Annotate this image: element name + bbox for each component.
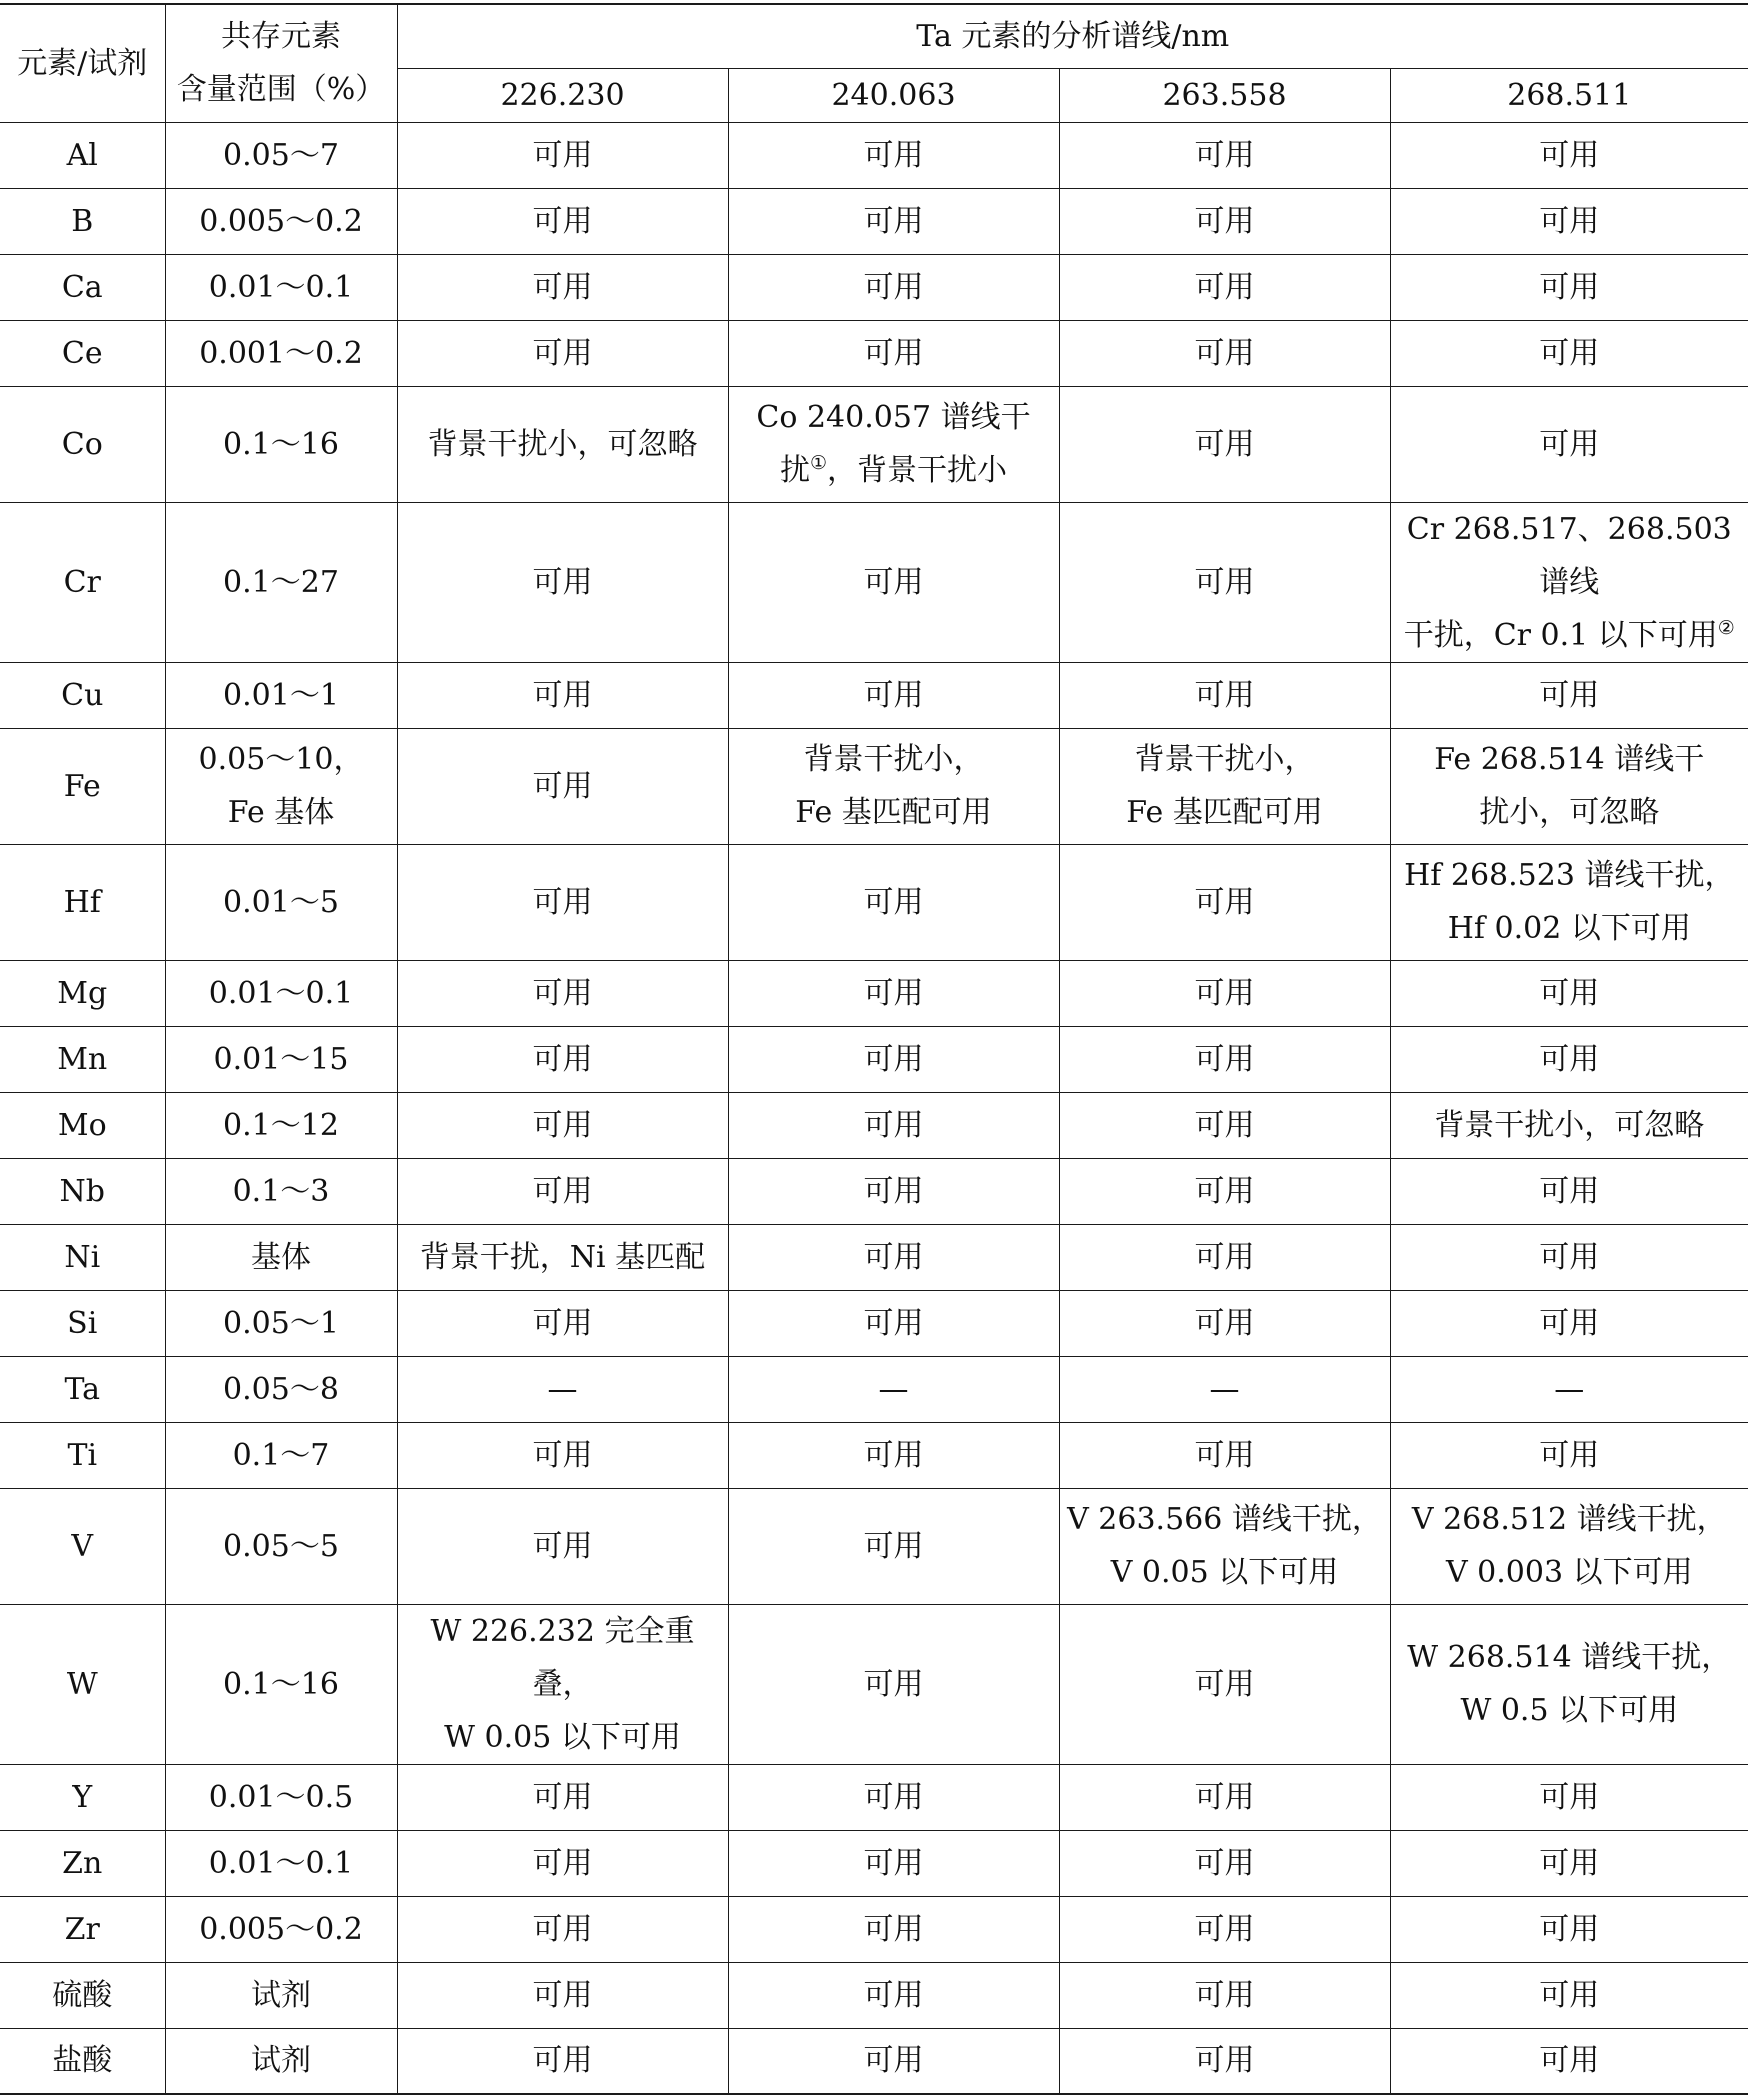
cell-range: 试剂 xyxy=(165,1962,397,2028)
cell-240: 可用 xyxy=(728,1224,1059,1290)
header-content-range-line2: 含量范围（%） xyxy=(176,72,386,108)
cell-240: 可用 xyxy=(728,1962,1059,2028)
cell-268: 可用 xyxy=(1390,1290,1748,1356)
cell-263 xyxy=(1059,1488,1390,1604)
table-row xyxy=(0,1092,1748,1158)
cell-226: 可用 xyxy=(397,1896,728,1962)
cell-element: Si xyxy=(0,1290,165,1356)
cell-263: 可用 xyxy=(1059,1604,1390,1764)
cell-268 xyxy=(1390,1604,1748,1764)
cell-range: 0.01～5 xyxy=(165,844,397,960)
cell-240: — xyxy=(728,1356,1059,1422)
cell-240: 可用 xyxy=(728,320,1059,386)
cell-263: 可用 xyxy=(1059,254,1390,320)
cell-226: 可用 xyxy=(397,1092,728,1158)
cell-268: 可用 xyxy=(1390,1764,1748,1830)
cell-263: 可用 xyxy=(1059,1224,1390,1290)
cell-263: 可用 xyxy=(1059,188,1390,254)
cell-226: 可用 xyxy=(397,2028,728,2094)
cell-263: — xyxy=(1059,1356,1390,1422)
cell-268: 可用 xyxy=(1390,1158,1748,1224)
cell-range: 0.1～3 xyxy=(165,1158,397,1224)
cell-268: 可用 xyxy=(1390,386,1748,502)
cell-element: Hf xyxy=(0,844,165,960)
cell-text-line2: 扰小，可忽略 xyxy=(1479,795,1660,830)
header-content-range xyxy=(165,4,397,122)
header-line-240: 240.063 xyxy=(728,68,1059,122)
table-row xyxy=(0,502,1748,662)
cell-element: Ca xyxy=(0,254,165,320)
cell-240: 可用 xyxy=(728,1896,1059,1962)
table-row xyxy=(0,662,1748,728)
cell-226: 可用 xyxy=(397,960,728,1026)
table-row xyxy=(0,1604,1748,1764)
cell-text-line1: V 263.566 谱线干扰， xyxy=(1067,1502,1382,1537)
cell-text-line2: Fe 基匹配可用 xyxy=(795,795,992,830)
cell-text-line2: W 0.05 以下可用 xyxy=(444,1719,681,1755)
table-row xyxy=(0,2028,1748,2094)
cell-range: 0.05～5 xyxy=(165,1488,397,1604)
cell-range: 0.05～8 xyxy=(165,1356,397,1422)
footnote-marker: ② xyxy=(1717,616,1735,639)
cell-240: 可用 xyxy=(728,188,1059,254)
cell-element: 硫酸 xyxy=(0,1962,165,2028)
cell-263: 可用 xyxy=(1059,386,1390,502)
cell-element: Co xyxy=(0,386,165,502)
cell-element: Zn xyxy=(0,1830,165,1896)
cell-text-line1: W 226.232 完全重叠， xyxy=(430,1613,695,1702)
cell-range: 0.1～16 xyxy=(165,1604,397,1764)
cell-263: 可用 xyxy=(1059,1896,1390,1962)
cell-226: 可用 xyxy=(397,728,728,844)
cell-text-line2-tail: ，背景干扰小 xyxy=(827,453,1008,488)
cell-226: 可用 xyxy=(397,1962,728,2028)
cell-240: 可用 xyxy=(728,2028,1059,2094)
cell-element: Mg xyxy=(0,960,165,1026)
cell-element: Y xyxy=(0,1764,165,1830)
cell-226: 背景干扰，Ni 基匹配 xyxy=(397,1224,728,1290)
cell-268: 可用 xyxy=(1390,1896,1748,1962)
cell-268: 可用 xyxy=(1390,960,1748,1026)
cell-range: 0.01～0.1 xyxy=(165,960,397,1026)
cell-text-line2: Fe 基匹配可用 xyxy=(1126,795,1323,830)
cell-268: 可用 xyxy=(1390,1026,1748,1092)
header-element-reagent: 元素/试剂 xyxy=(0,4,165,122)
cell-range: 0.1～12 xyxy=(165,1092,397,1158)
cell-226: 可用 xyxy=(397,1830,728,1896)
cell-226: 可用 xyxy=(397,254,728,320)
cell-226: 可用 xyxy=(397,1158,728,1224)
cell-range: 0.01～0.1 xyxy=(165,1830,397,1896)
table-row xyxy=(0,122,1748,188)
cell-element: W xyxy=(0,1604,165,1764)
cell-226: 可用 xyxy=(397,188,728,254)
cell-text-line2: Hf 0.02 以下可用 xyxy=(1447,911,1691,946)
cell-240: 可用 xyxy=(728,254,1059,320)
cell-268: 可用 xyxy=(1390,1422,1748,1488)
cell-240: 可用 xyxy=(728,1830,1059,1896)
cell-element: Nb xyxy=(0,1158,165,1224)
cell-text-line1: Hf 268.523 谱线干扰， xyxy=(1404,858,1735,893)
cell-268: 可用 xyxy=(1390,254,1748,320)
cell-268: 背景干扰小，可忽略 xyxy=(1390,1092,1748,1158)
cell-240: 可用 xyxy=(728,1604,1059,1764)
cell-226: 可用 xyxy=(397,320,728,386)
cell-226: — xyxy=(397,1356,728,1422)
cell-element: Mn xyxy=(0,1026,165,1092)
cell-240: 可用 xyxy=(728,662,1059,728)
table-row xyxy=(0,1356,1748,1422)
cell-range: 0.1～7 xyxy=(165,1422,397,1488)
table-row xyxy=(0,1422,1748,1488)
cell-240 xyxy=(728,386,1059,502)
cell-text-line2: V 0.003 以下可用 xyxy=(1445,1555,1693,1590)
cell-range: 0.05～7 xyxy=(165,122,397,188)
cell-text-line1: V 268.512 谱线干扰， xyxy=(1411,1502,1727,1537)
cell-element: Ta xyxy=(0,1356,165,1422)
cell-range: 0.01～0.1 xyxy=(165,254,397,320)
cell-range: 0.05～1 xyxy=(165,1290,397,1356)
cell-240: 可用 xyxy=(728,1026,1059,1092)
table-row xyxy=(0,1158,1748,1224)
cell-range xyxy=(165,728,397,844)
cell-range: 0.001～0.2 xyxy=(165,320,397,386)
header-line-263: 263.558 xyxy=(1059,68,1390,122)
cell-263: 可用 xyxy=(1059,1962,1390,2028)
cell-240: 可用 xyxy=(728,960,1059,1026)
cell-range: 0.005～0.2 xyxy=(165,1896,397,1962)
cell-240: 可用 xyxy=(728,502,1059,662)
cell-240: 可用 xyxy=(728,1290,1059,1356)
table-row xyxy=(0,1026,1748,1092)
cell-text-line2: 扰 xyxy=(779,453,810,488)
cell-range: 0.01～1 xyxy=(165,662,397,728)
cell-range: 0.005～0.2 xyxy=(165,188,397,254)
cell-element: Zr xyxy=(0,1896,165,1962)
table-row xyxy=(0,844,1748,960)
header-line-268: 268.511 xyxy=(1390,68,1748,122)
cell-263: 可用 xyxy=(1059,1764,1390,1830)
table-row xyxy=(0,1290,1748,1356)
cell-text-line1: Cr 268.517、268.503 谱线 xyxy=(1406,511,1732,600)
cell-226: 可用 xyxy=(397,1290,728,1356)
cell-element: Ni xyxy=(0,1224,165,1290)
cell-263: 可用 xyxy=(1059,320,1390,386)
cell-263: 可用 xyxy=(1059,662,1390,728)
cell-range: 0.1～27 xyxy=(165,502,397,662)
cell-263: 可用 xyxy=(1059,2028,1390,2094)
cell-263 xyxy=(1059,728,1390,844)
cell-263: 可用 xyxy=(1059,1092,1390,1158)
footnote-marker: ① xyxy=(809,452,828,474)
cell-240 xyxy=(728,728,1059,844)
cell-226: 可用 xyxy=(397,1488,728,1604)
cell-range: 0.01～15 xyxy=(165,1026,397,1092)
cell-226 xyxy=(397,1604,728,1764)
cell-268: 可用 xyxy=(1390,1830,1748,1896)
cell-element: V xyxy=(0,1488,165,1604)
cell-226: 可用 xyxy=(397,1026,728,1092)
cell-range: 0.1～16 xyxy=(165,386,397,502)
cell-268: 可用 xyxy=(1390,320,1748,386)
cell-226: 可用 xyxy=(397,1764,728,1830)
cell-range: 试剂 xyxy=(165,2028,397,2094)
cell-element: B xyxy=(0,188,165,254)
cell-263: 可用 xyxy=(1059,1422,1390,1488)
cell-226: 可用 xyxy=(397,122,728,188)
cell-element: Cu xyxy=(0,662,165,728)
cell-text-line1: 背景干扰小， xyxy=(803,742,984,777)
cell-263: 可用 xyxy=(1059,844,1390,960)
cell-text-line1: 0.05～10， xyxy=(198,742,364,777)
cell-263: 可用 xyxy=(1059,1290,1390,1356)
cell-263: 可用 xyxy=(1059,960,1390,1026)
cell-240: 可用 xyxy=(728,1158,1059,1224)
cell-226: 背景干扰小，可忽略 xyxy=(397,386,728,502)
cell-268 xyxy=(1390,1488,1748,1604)
cell-263: 可用 xyxy=(1059,1158,1390,1224)
cell-element: Fe xyxy=(0,728,165,844)
cell-268: 可用 xyxy=(1390,662,1748,728)
cell-263: 可用 xyxy=(1059,1026,1390,1092)
cell-text-line1: Co 240.057 谱线干 xyxy=(756,400,1031,435)
table-row xyxy=(0,1830,1748,1896)
table-row xyxy=(0,1764,1748,1830)
cell-268: 可用 xyxy=(1390,122,1748,188)
header-analysis-lines: Ta 元素的分析谱线/nm xyxy=(397,4,1748,68)
cell-226: 可用 xyxy=(397,844,728,960)
cell-263: 可用 xyxy=(1059,1830,1390,1896)
table-row xyxy=(0,386,1748,502)
table-row xyxy=(0,1488,1748,1604)
header-content-range-line1: 共存元素 xyxy=(221,19,341,55)
cell-268 xyxy=(1390,502,1748,662)
cell-226: 可用 xyxy=(397,502,728,662)
cell-268: 可用 xyxy=(1390,1962,1748,2028)
cell-text-line2: 干扰，Cr 0.1 以下可用 xyxy=(1403,617,1718,653)
table-row xyxy=(0,320,1748,386)
cell-element: Ti xyxy=(0,1422,165,1488)
table-row xyxy=(0,188,1748,254)
cell-element: 盐酸 xyxy=(0,2028,165,2094)
cell-element: Al xyxy=(0,122,165,188)
cell-226: 可用 xyxy=(397,1422,728,1488)
cell-element: Cr xyxy=(0,502,165,662)
cell-240: 可用 xyxy=(728,844,1059,960)
cell-text-line1: 背景干扰小， xyxy=(1134,742,1315,777)
cell-263: 可用 xyxy=(1059,502,1390,662)
table-row xyxy=(0,728,1748,844)
table-row xyxy=(0,1896,1748,1962)
cell-268: 可用 xyxy=(1390,1224,1748,1290)
cell-240: 可用 xyxy=(728,1488,1059,1604)
table-row xyxy=(0,960,1748,1026)
cell-text-line1: W 268.514 谱线干扰， xyxy=(1407,1640,1732,1675)
cell-element: Mo xyxy=(0,1092,165,1158)
cell-240: 可用 xyxy=(728,1092,1059,1158)
cell-268: 可用 xyxy=(1390,2028,1748,2094)
cell-268 xyxy=(1390,728,1748,844)
cell-263: 可用 xyxy=(1059,122,1390,188)
cell-range: 基体 xyxy=(165,1224,397,1290)
table-row xyxy=(0,1224,1748,1290)
table-header xyxy=(0,4,1748,122)
cell-range: 0.01～0.5 xyxy=(165,1764,397,1830)
cell-text-line2: W 0.5 以下可用 xyxy=(1460,1693,1679,1728)
cell-268 xyxy=(1390,844,1748,960)
cell-240: 可用 xyxy=(728,1422,1059,1488)
table-body xyxy=(0,122,1748,2094)
cell-268: 可用 xyxy=(1390,188,1748,254)
cell-text-line2: Fe 基体 xyxy=(227,795,335,830)
cell-240: 可用 xyxy=(728,1764,1059,1830)
cell-text-line2: V 0.05 以下可用 xyxy=(1110,1555,1339,1590)
cell-text-line1: Fe 268.514 谱线干 xyxy=(1434,742,1705,777)
header-line-226: 226.230 xyxy=(397,68,728,122)
cell-240: 可用 xyxy=(728,122,1059,188)
cell-226: 可用 xyxy=(397,662,728,728)
table-row xyxy=(0,1962,1748,2028)
cell-element: Ce xyxy=(0,320,165,386)
interference-table xyxy=(0,3,1748,2095)
table-row xyxy=(0,254,1748,320)
cell-268: — xyxy=(1390,1356,1748,1422)
